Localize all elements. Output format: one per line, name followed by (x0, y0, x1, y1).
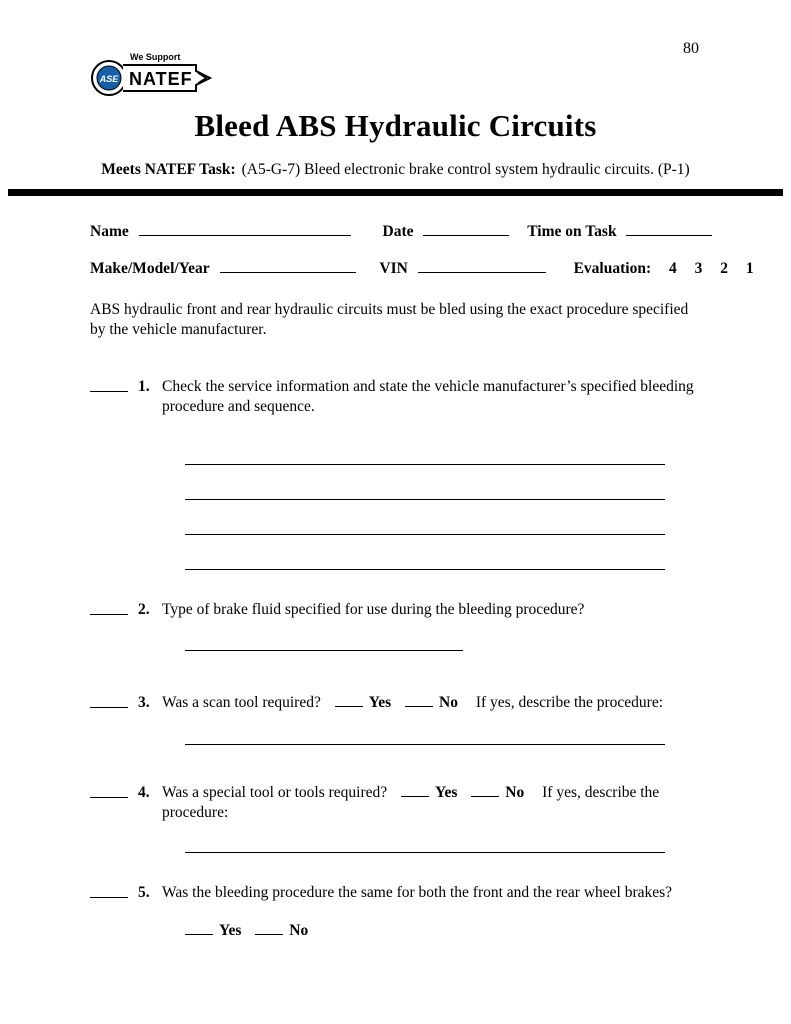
item-2-number: 2. (138, 600, 150, 618)
header-row-1 (90, 222, 702, 242)
form-content (90, 214, 754, 941)
page-number: 80 (683, 40, 699, 57)
item-3-body (162, 693, 702, 713)
item-3-number: 3. (138, 694, 150, 712)
item-3-text: Was a scan tool required? (162, 694, 321, 712)
date-label: Date (382, 223, 414, 240)
item-3-suffix: If yes, describe the procedure: (475, 694, 664, 712)
answer-line (185, 744, 665, 745)
no-label: No (289, 921, 309, 939)
name-field (139, 223, 351, 236)
item-5-number: 5. (138, 883, 150, 901)
task-item-5 (90, 883, 702, 903)
answer-line (185, 852, 665, 853)
item-4-body (162, 783, 702, 824)
answer-line (185, 500, 665, 535)
task-item-2 (90, 600, 702, 620)
evaluation-score-3: 3 (694, 260, 703, 278)
make-model-year-label: Make/Model/Year (90, 260, 210, 278)
evaluation-score-4: 4 (668, 260, 677, 278)
item-3-status-blank (90, 693, 128, 708)
item-5-text: Was the bleeding procedure the same for both the front and the rear wheel brakes? (162, 883, 673, 901)
yes-label: Yes (219, 921, 242, 939)
item-4-text: Was a special tool or tools required? (162, 783, 388, 801)
item-2-text: Type of brake fluid specified for use during the bleeding procedure? (162, 600, 585, 618)
page-title: Bleed ABS Hydraulic Circuits (194, 108, 597, 143)
time-on-task-field (626, 223, 712, 236)
make-model-year-field (220, 260, 356, 273)
logo-we-support: We Support (130, 52, 181, 62)
yes-blank (185, 922, 213, 935)
answer-line (185, 535, 665, 570)
no-blank (255, 922, 283, 935)
task-item-3 (90, 693, 702, 713)
task-line (0, 161, 791, 179)
vin-label: VIN (379, 260, 408, 278)
intro-paragraph: ABS hydraulic front and rear hydraulic circuits must be bled using the exact procedure specified by the vehicle manufacturer. (90, 300, 689, 339)
item-1-answer-lines (185, 430, 665, 570)
item-1-status-blank (90, 377, 128, 392)
divider-rule (8, 189, 783, 196)
no-blank (471, 784, 499, 797)
evaluation-label: Evaluation: (573, 260, 652, 278)
ase-label: ASE (99, 74, 119, 84)
vin-field (418, 260, 546, 273)
date-field (423, 223, 509, 236)
evaluation-score-2: 2 (720, 260, 728, 278)
answer-line (185, 465, 665, 500)
item-1-number: 1. (138, 377, 150, 395)
header-row-2 (90, 259, 754, 279)
task-item-1 (90, 377, 702, 418)
yes-label: Yes (435, 783, 458, 801)
natef-logo (88, 42, 216, 102)
yes-label: Yes (368, 694, 392, 712)
evaluation-score-1: 1 (745, 260, 754, 278)
item-4-status-blank (90, 783, 128, 798)
task-text: (A5-G-7) Bleed electronic brake control system hydraulic circuits. (P-1) (241, 161, 690, 178)
item-4-number: 4. (138, 783, 150, 801)
no-label: No (439, 694, 458, 712)
no-blank (405, 694, 433, 707)
item-2-status-blank (90, 600, 128, 615)
time-on-task-label: Time on Task (527, 223, 617, 240)
item-5-yesno (185, 921, 702, 941)
answer-line (185, 430, 665, 465)
item-1-text: Check the service information and state the vehicle manufacturer’s specified bleeding procedure and sequence. (162, 377, 694, 416)
task-item-4 (90, 783, 702, 824)
yes-blank (335, 694, 363, 707)
name-label: Name (90, 223, 129, 240)
item-5-status-blank (90, 883, 128, 898)
answer-line (185, 650, 463, 651)
yes-blank (401, 784, 429, 797)
task-label: Meets NATEF Task: (101, 161, 236, 178)
item-4-suffix: If yes, describe the procedure: (162, 783, 660, 822)
no-label: No (505, 783, 525, 801)
logo-natef: NATEF (129, 69, 193, 89)
natef-logo-graphic (88, 42, 216, 102)
